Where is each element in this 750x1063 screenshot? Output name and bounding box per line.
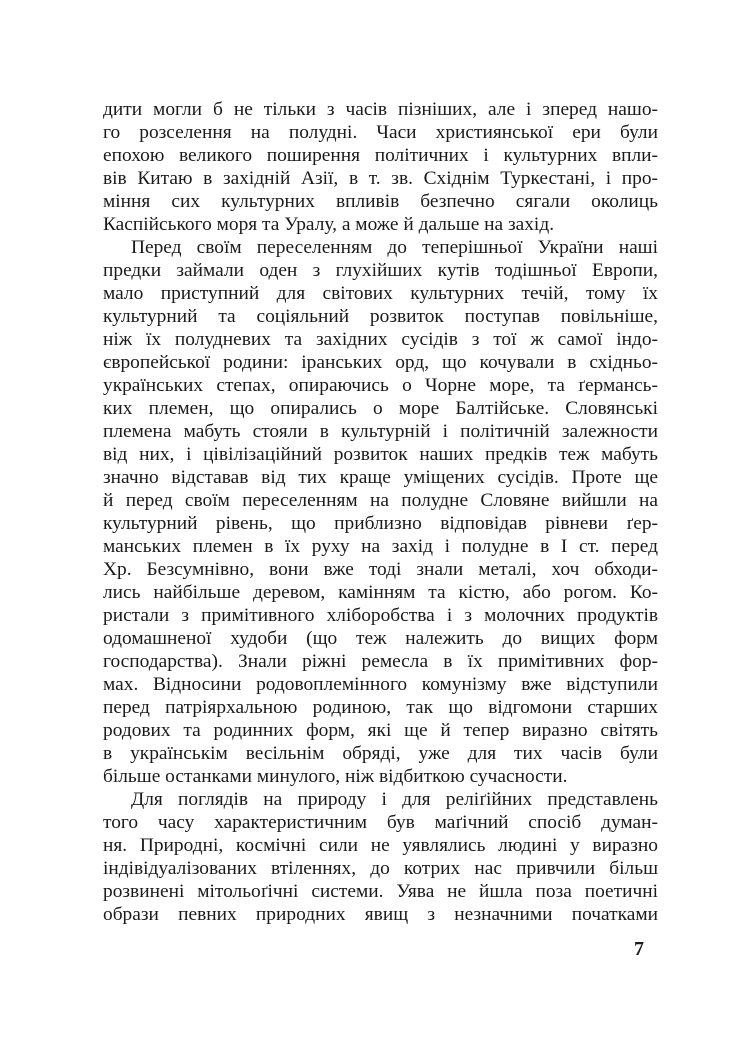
text-line: культурний рівень, що приблизно відповідав рівневи ґер-	[103, 513, 658, 534]
text-line: господарства). Знали ріжні ремесла в їх примітивних фор-	[103, 651, 658, 672]
text-line: мах. Відносини родовоплемінного комунізму вже відступили	[103, 674, 658, 695]
page-number: 7	[634, 938, 644, 960]
text-line: ня. Природні, космічні сили не уявлялись людині у виразно	[103, 835, 658, 856]
text-line: ніж їх полудневих та західних сусідів з тої ж самої індо-	[103, 329, 658, 350]
text-line: перед патріярхальною родиною, так що відгомони старших	[103, 697, 658, 718]
text-line: від них, і цівілізаційний розвиток наших предків теж мабуть	[103, 444, 658, 465]
text-line: Хр. Безсумнівно, вони вже тоді знали металі, хоч обходи-	[103, 559, 658, 580]
text-line: міння сих культурних впливів безпечно сягали околиць	[103, 191, 658, 212]
text-line: в українськім весільнім обряді, уже для тих часів були	[103, 743, 658, 764]
text-line: племена мабуть стояли в культурній і політичній залежности	[103, 421, 658, 442]
text-line: розвинені мітольоґічні системи. Уява не йшла поза поетичні	[103, 881, 658, 902]
text-line: епохою великого поширення політичних і культурних впли-	[103, 145, 658, 166]
text-line: європейської родини: іранських орд, що кочували в східньо-	[103, 352, 658, 373]
text-line: лись найбільше деревом, камінням та кістю, або рогом. Ко-	[103, 582, 658, 603]
text-line: більше останками минулого, ніж відбиткою сучасности.	[103, 766, 568, 787]
text-line: Для поглядів на природу і для реліґійних представлень	[131, 789, 658, 810]
text-line: Перед своїм переселенням до теперішньої України наші	[131, 237, 658, 258]
text-line: українських степах, опираючись о Чорне море, та ґермансь-	[103, 375, 658, 396]
text-line: ристали з примітивного хліборобства і з молочних продуктів	[103, 605, 658, 626]
text-line: манських племен в їх руху на захід і полудне в I ст. перед	[103, 536, 658, 557]
text-line: дити могли б не тільки з часів пізніших, але і зперед нашо-	[103, 99, 658, 120]
body-text	[103, 98, 658, 926]
text-line: предки займали оден з глухійших кутів тодішньої Европи,	[103, 260, 658, 281]
text-line: вів Китаю в західній Азії, в т. зв. Східнім Туркестані, і про-	[103, 168, 658, 189]
text-line: го розселення на полудні. Часи християнської ери були	[103, 122, 658, 143]
text-line: мало приступний для світових культурних течій, тому їх	[103, 283, 658, 304]
text-line: культурний та соціяльний розвиток поступав повільніше,	[103, 306, 658, 327]
text-line: того часу характеристичним був маґічний спосіб думан-	[103, 812, 658, 833]
text-line: родових та родинних форм, які ще й тепер виразно світять	[103, 720, 658, 741]
text-line: одомашненої худоби (що теж належить до вищих форм	[103, 628, 658, 649]
text-line: й перед своїм переселенням на полудне Словяне вийшли на	[103, 490, 658, 511]
text-line: Каспійського моря та Уралу, а може й дальше на захід.	[103, 214, 555, 235]
text-line: ких племен, що опирались о море Балтійське. Словянські	[103, 398, 658, 419]
text-line: образи певних природних явищ з незначними початками	[103, 904, 658, 925]
text-line: індівідуалізованих втіленнях, до котрих нас привчили більш	[103, 858, 658, 879]
text-line: значно відставав від тих краще уміщених сусідів. Проте ще	[103, 467, 658, 488]
